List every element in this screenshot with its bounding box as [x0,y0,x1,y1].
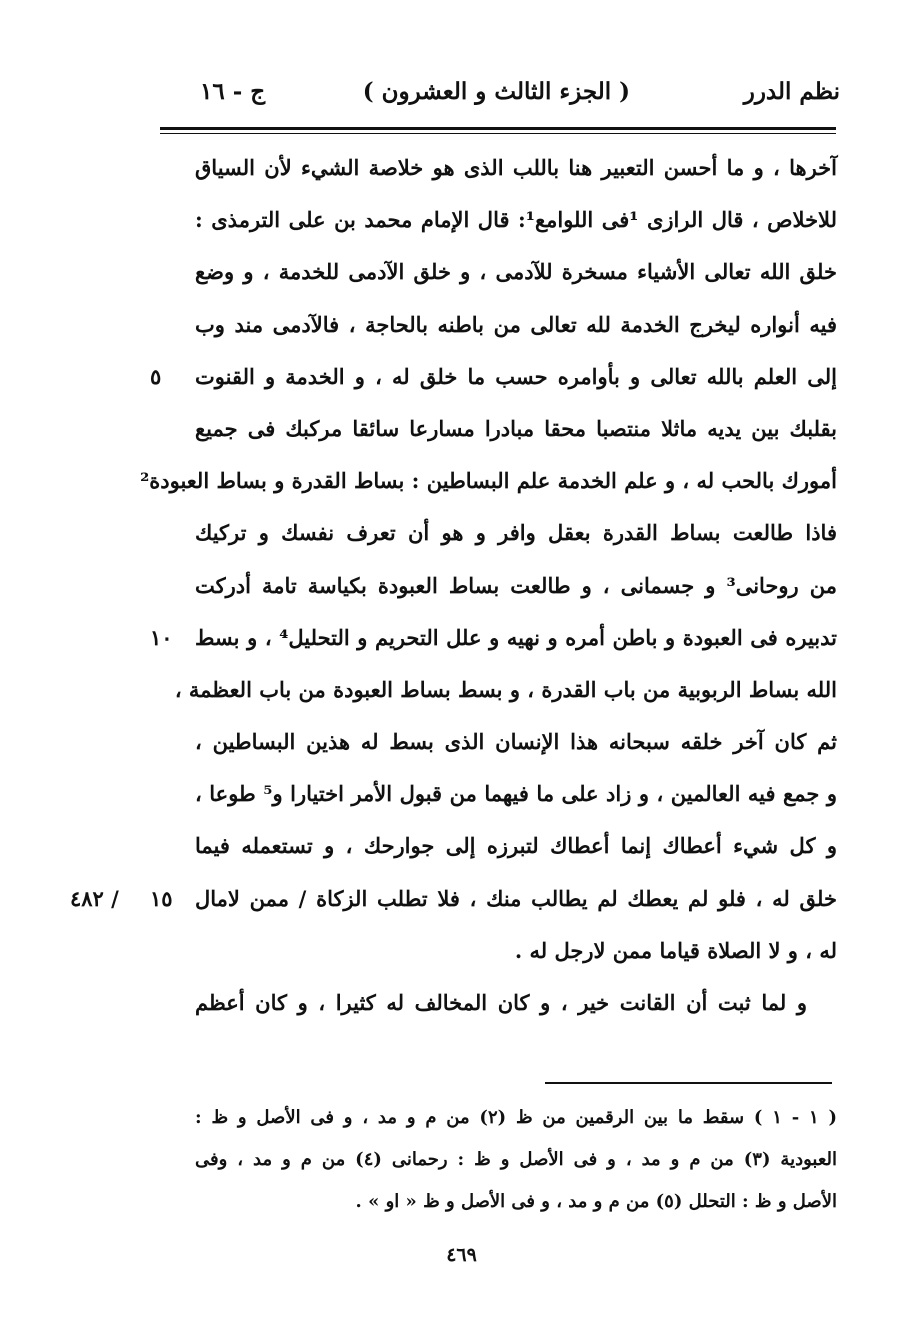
text-line: للاخلاص ، قال الرازى ¹فى اللوامع¹: قال الإمام محمد بن على الترمذى : [195,207,837,233]
text-line-5 [150,351,837,403]
text-line: خلق الله تعالى الأشياء مسخرة للآدمى ، و خلق الآدمى للخدمة ، و وضع [195,259,837,285]
text-line: فيه أنواره ليخرج الخدمة لله تعالى من باطنه بالحاجة ، فالآدمى مند وب [195,311,837,337]
page-number: ٤٦٩ [446,1244,477,1266]
text-line: و جمع فيه العالمين ، و زاد على ما فيهما من قبول الأمر اختيارا و⁵ طوعا ، [195,781,837,807]
footnotes [195,1097,837,1223]
text-line-10 [150,612,837,664]
footnote-line: الأصل و ظ : التحلل (٥) من م و مد ، و فى الأصل و ظ « او » . [355,1191,837,1212]
text-line: آخرها ، و ما أحسن التعبير هنا باللب الذى هو خلاصة الشيء لأن السياق [195,155,837,180]
text-line-15 [70,873,837,925]
text-line-content: تدبيره فى العبودة و باطن أمره و نهيه و علل التحريم و التحليل⁴ ، و بسط [195,624,837,650]
line-number-15: ١٥ [150,885,173,911]
body-text [70,142,837,1029]
page-header [160,78,840,122]
text-line-paragraph-start: و لما ثبت أن القانت خير ، و كان المخالف له كثيرا ، و كان أعظم [195,990,807,1015]
volume-ref: ج - ١٦ [200,78,266,105]
text-line: فاذا طالعت بساط القدرة بعقل وافر و هو أن تعرف نفسك و تركيك [195,520,837,546]
book-title: نظم الدرر [743,78,840,105]
text-line: له ، و لا الصلاة قياما ممن لارجل له . [514,937,837,963]
margin-manuscript-ref: ٤٨٢ / [70,885,119,911]
text-line: و كل شيء أعطاك إنما أعطاك لتبرزه إلى جوارحك ، و تستعمله فيما [195,833,837,859]
line-number-5: ٥ [150,363,162,389]
text-line: من روحانى³ و جسمانى ، و طالعت بساط العبودة بكياسة تامة أدركت [195,572,837,598]
header-rule-thick [160,127,836,130]
footnote-line: ( ١ - ١ ) سقط ما بين الرقمين من ظ (٢) من م و مد ، و فى الأصل و ظ : [195,1107,837,1128]
header-rule-thin [160,133,836,134]
footnote-rule [545,1082,832,1084]
line-number-10: ١٠ [150,624,173,650]
text-line-content: خلق له ، فلو لم يعطك لم يطالب منك ، فلا تطلب الزكاة / ممن لامال [195,885,837,911]
text-line: أمورك بالحب له ، و علم الخدمة علم البساطين : بساط القدرة و بساط العبودة² [140,468,837,494]
text-line: الله بساط الربوبية من باب القدرة ، و بسط بساط العبودة من باب العظمة ، [174,676,837,702]
text-line: بقلبك بين يديه ماثلا منتصبا محقا مبادرا مسارعا سائقا مركبك فى جميع [195,415,837,441]
part-title: ( الجزء الثالث و العشرون ) [362,78,630,105]
footnote-line: العبودية (٣) من م و مد ، و فى الأصل و ظ : رحمانى (٤) من م و مد ، وفى [195,1149,837,1170]
text-line-content: إلى العلم بالله تعالى و بأوامره حسب ما خلق له ، و الخدمة و القنوت [195,363,837,389]
text-line: ثم كان آخر خلقه سبحانه هذا الإنسان الذى بسط له هذين البساطين ، [195,729,837,755]
